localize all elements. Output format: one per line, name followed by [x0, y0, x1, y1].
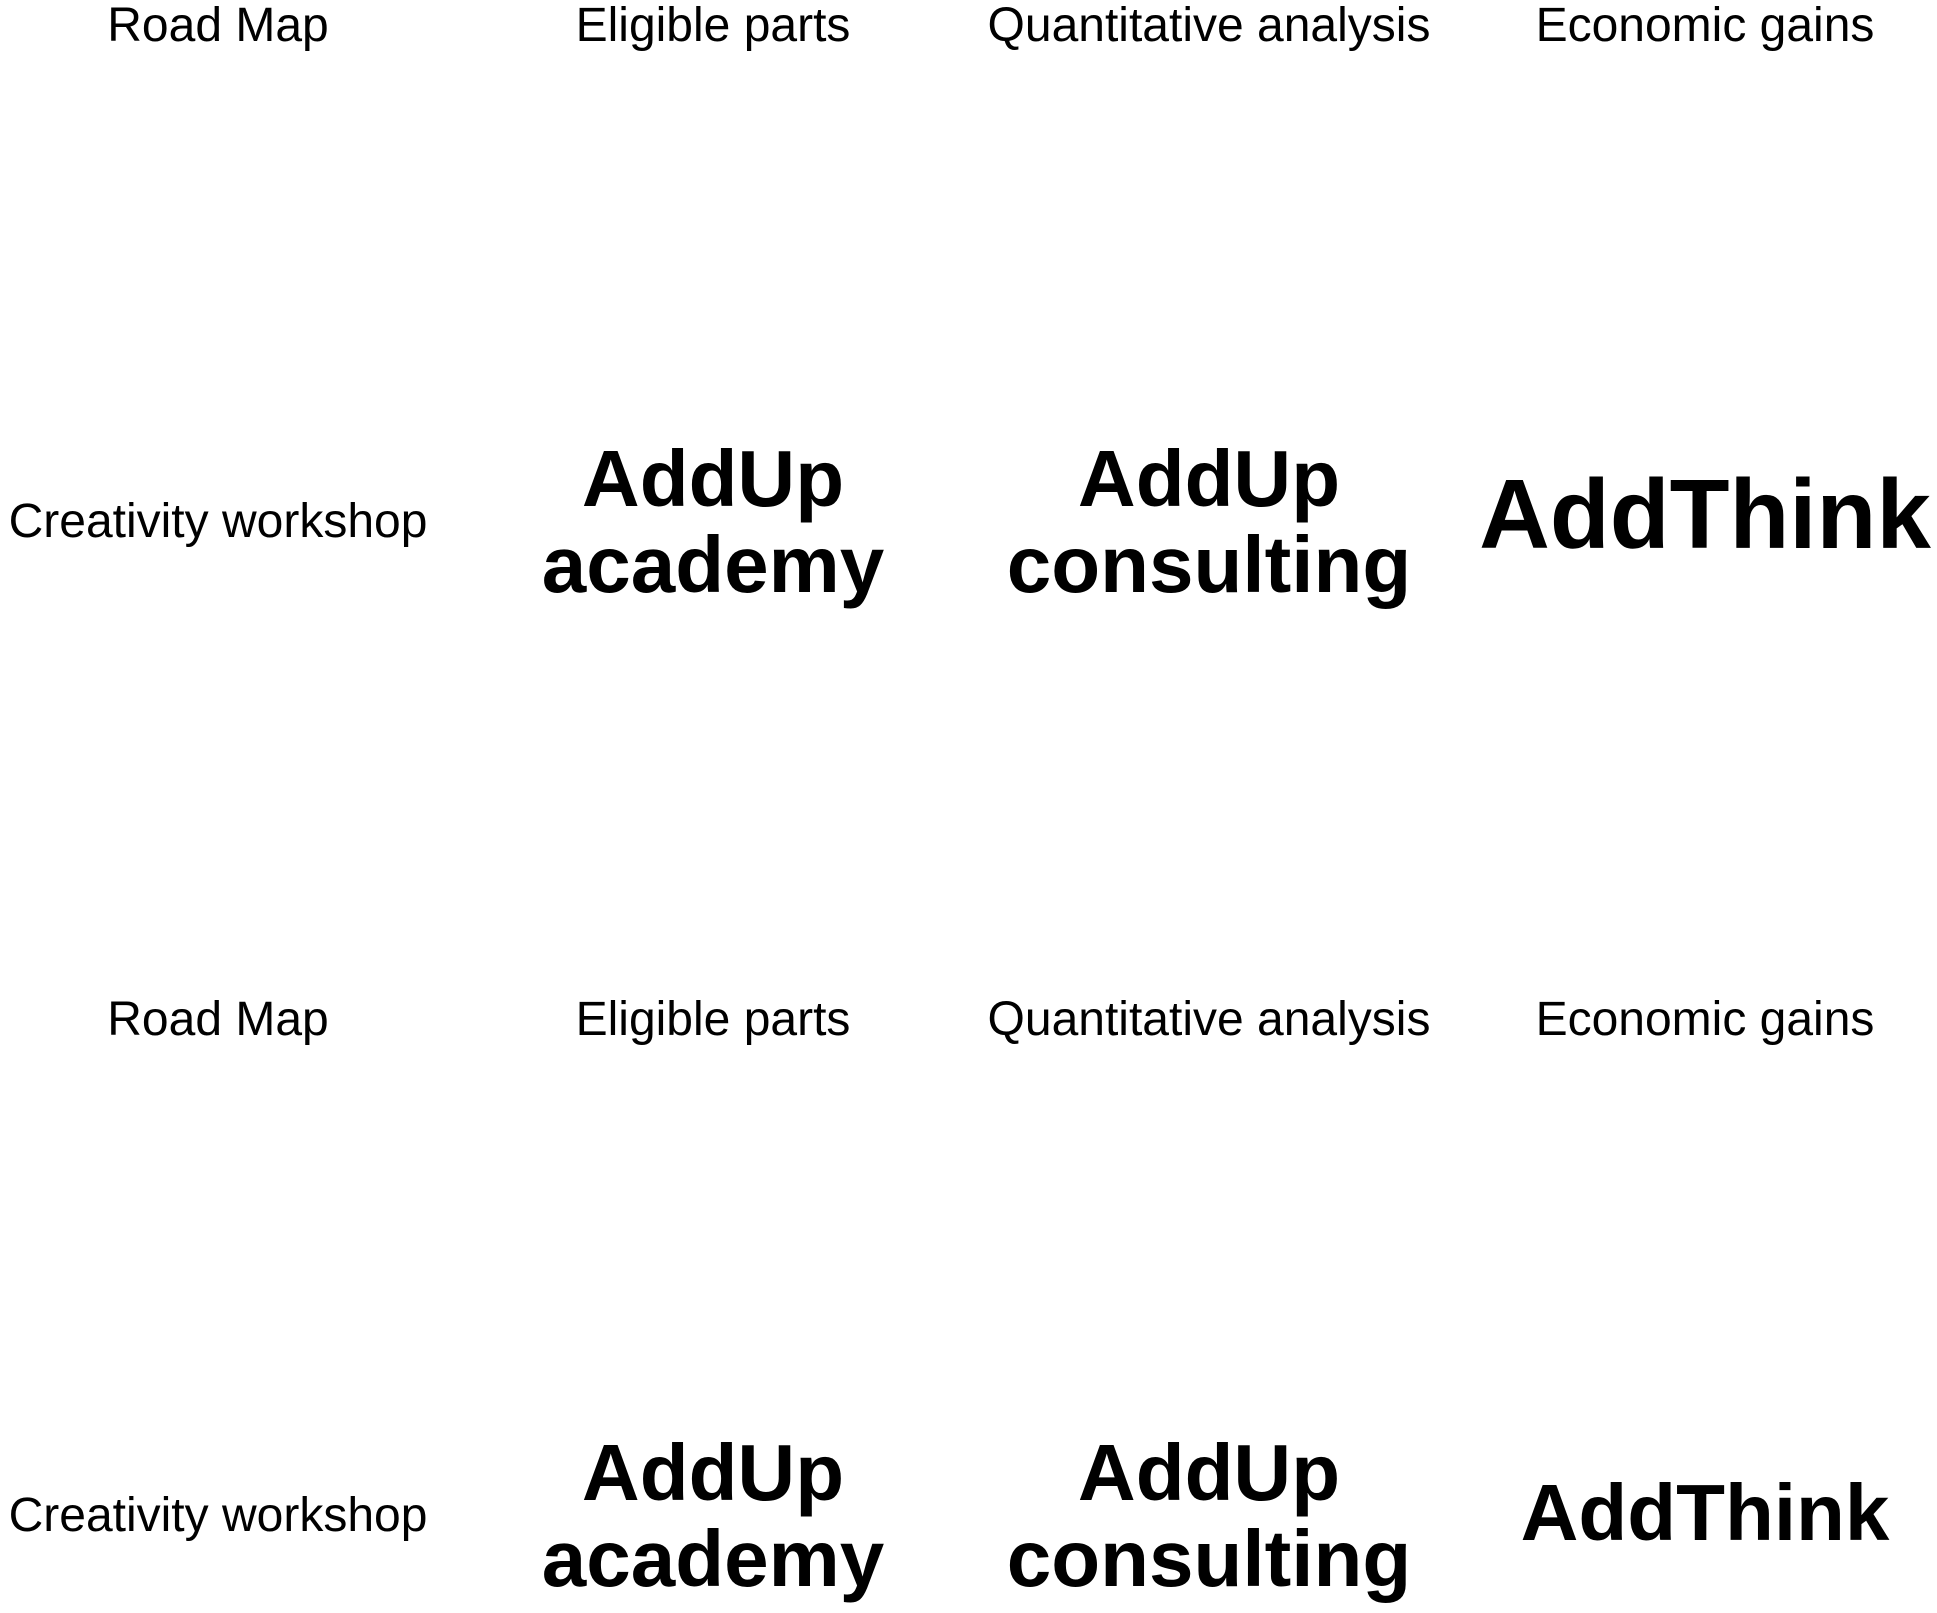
- eligible-parts-label: Eligible parts: [575, 993, 851, 1046]
- quantitative-analysis-label: Quantitative analysis: [987, 0, 1431, 52]
- addup-consulting-logo: [969, 436, 1449, 608]
- road-map-label: Road Map: [107, 0, 329, 52]
- addup-academy-logo: [473, 436, 953, 608]
- road-map-label: Road Map: [107, 993, 329, 1046]
- academy-line2: academy: [541, 1514, 885, 1603]
- addthink-logo: AddThink: [1520, 1468, 1890, 1557]
- consulting-line1: AddUp: [1077, 434, 1341, 523]
- consulting-line1: AddUp: [1077, 1428, 1341, 1517]
- addup-consulting-logo: [969, 1430, 1449, 1602]
- academy-line1: AddUp: [581, 434, 845, 523]
- academy-line2: academy: [541, 520, 885, 609]
- eligible-parts-label: Eligible parts: [575, 0, 851, 52]
- consulting-line2: consulting: [1006, 1514, 1412, 1603]
- creativity-workshop-label: Creativity workshop: [8, 1489, 428, 1542]
- economic-gains-label: Economic gains: [1535, 993, 1875, 1046]
- addup-academy-logo: [473, 1430, 953, 1602]
- creativity-workshop-label: Creativity workshop: [8, 495, 428, 548]
- academy-line1: AddUp: [581, 1428, 845, 1517]
- consulting-line2: consulting: [1006, 520, 1412, 609]
- addthink-logo: AddThink: [1479, 459, 1931, 569]
- quantitative-analysis-label: Quantitative analysis: [987, 993, 1431, 1046]
- economic-gains-label: Economic gains: [1535, 0, 1875, 52]
